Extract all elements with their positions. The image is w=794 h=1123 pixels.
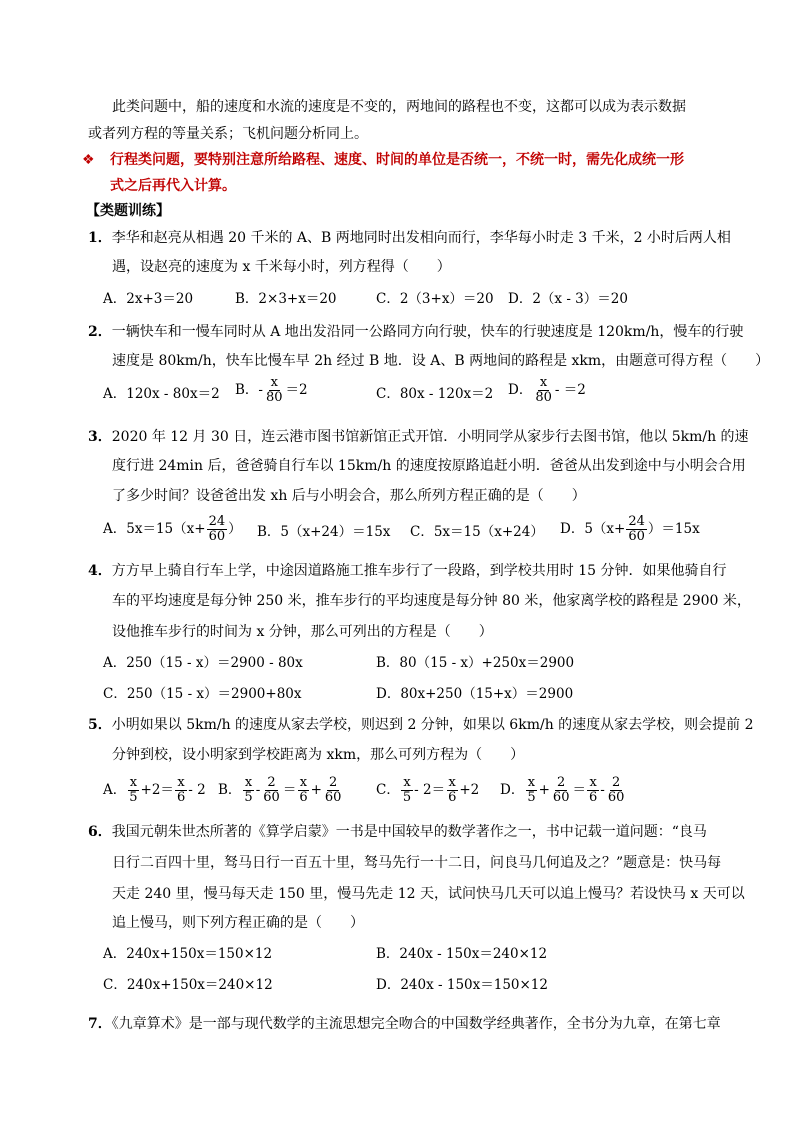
q6-option-b[interactable]: B．240x - 150x＝240×12 xyxy=(376,946,548,962)
q6-option-a[interactable]: A．240x+150x＝150×12 xyxy=(103,946,273,962)
fraction xyxy=(525,776,537,805)
fraction-denominator: 5 xyxy=(129,790,138,805)
fraction xyxy=(587,776,599,805)
q4-option-d[interactable]: D．80x+250（15+x）＝2900 xyxy=(376,686,574,702)
fraction-numerator: x xyxy=(589,775,597,790)
question-number: 6． xyxy=(88,824,112,840)
fraction xyxy=(626,515,647,544)
q1-option-d[interactable]: D．2（x - 3）＝20 xyxy=(508,291,628,307)
fraction xyxy=(297,776,309,805)
fraction xyxy=(446,776,458,805)
question-text: 我国元朝朱世杰所著的《算学启蒙》一书是中国较早的数学著作之一，书中记载一道问题：“良马 xyxy=(111,824,707,840)
fraction xyxy=(264,376,285,405)
fraction-numerator: x xyxy=(299,775,308,790)
fraction-numerator: x xyxy=(129,775,138,790)
option-tail: - ＝2 xyxy=(554,382,586,398)
fraction xyxy=(606,776,627,805)
fraction-numerator: x xyxy=(244,775,253,790)
fraction xyxy=(323,776,344,805)
fraction xyxy=(261,776,282,805)
fraction-denominator: 6 xyxy=(176,790,186,805)
q2-option-d[interactable] xyxy=(508,376,586,405)
operator: +2＝ xyxy=(140,782,174,798)
fraction-denominator: 80 xyxy=(535,390,552,405)
q6-option-c[interactable]: C．240x+150x＝240×12 xyxy=(103,977,273,993)
note-line-2: 式之后再代入计算。 xyxy=(110,178,236,194)
fraction xyxy=(401,776,413,805)
q4-option-b[interactable]: B．80（15 - x）+250x＝2900 xyxy=(376,655,575,671)
question-number: 1． xyxy=(88,230,112,246)
fraction-denominator: 60 xyxy=(552,790,570,805)
q4-option-c[interactable]: C．250（15 - x）＝2900+80x xyxy=(103,686,302,702)
question-text: 小明如果以 5km/h 的速度从家去学校，则迟到 2 分钟，如果以 6km/h 的速度从家去学校，则会提前 2 xyxy=(111,717,754,733)
question-1-line-2: 遇，设赵亮的速度为 x 千米每小时，列方程得（ ） xyxy=(112,259,451,275)
question-4-line-2: 车的平均速度是每分钟 250 米，推车步行的平均速度是每分钟 80 米，他家离学校的路程是 2900 米， xyxy=(112,593,751,609)
fraction-denominator: 80 xyxy=(265,390,283,405)
fraction-denominator: 6 xyxy=(588,790,598,805)
fraction-denominator: 5 xyxy=(244,790,253,805)
option-tail: ）＝15x xyxy=(647,521,700,537)
q5-option-a[interactable] xyxy=(103,776,206,805)
question-3-line-2: 度行进 24min 后，爸爸骑自行车以 15km/h 的速度按原路追赶小明．爸爸从出发到途中与小明会合用 xyxy=(112,458,746,474)
q3-option-b[interactable]: B．5（x+24）＝15x xyxy=(257,524,391,540)
question-number: 7． xyxy=(88,1016,112,1032)
diamond-bullet-icon: ❖ xyxy=(82,152,95,168)
question-4-line-1 xyxy=(88,561,726,581)
operator: - 2＝ xyxy=(414,782,446,798)
fraction-denominator: 60 xyxy=(628,529,645,544)
question-text: 2020 年 12 月 30 日，连云港市图书馆新馆正式开馆．小明同学从家步行去图书馆，他以 5km/h 的速 xyxy=(111,429,749,445)
operator: - xyxy=(255,782,261,798)
fraction-numerator: 2 xyxy=(611,775,621,790)
option-label: D． xyxy=(508,382,533,398)
fraction-denominator: 60 xyxy=(324,790,342,805)
q4-option-a[interactable]: A．250（15 - x）＝2900 - 80x xyxy=(103,655,303,671)
q5-option-c[interactable] xyxy=(376,776,479,805)
question-3-line-3: 了多少时间？设爸爸出发 xh 后与小明会合，那么所列方程正确的是（ ） xyxy=(112,488,586,504)
fraction-denominator: 5 xyxy=(527,790,536,805)
question-6-line-4: 追上慢马，则下列方程正确的是（ ） xyxy=(112,915,364,931)
fraction-numerator: 2 xyxy=(557,775,566,790)
fraction-denominator: 60 xyxy=(263,790,280,805)
question-number: 2． xyxy=(88,324,112,340)
question-1-line-1 xyxy=(88,228,731,248)
fraction-numerator: 24 xyxy=(208,514,226,529)
fraction xyxy=(242,776,254,805)
question-number: 3． xyxy=(88,429,112,445)
operator: +2 xyxy=(459,782,480,798)
question-number: 5． xyxy=(88,717,112,733)
q1-option-c[interactable]: C．2（3+x）＝20 xyxy=(376,291,494,307)
operator: + xyxy=(538,782,550,798)
q3-option-c[interactable]: C．5x＝15（x+24） xyxy=(410,524,544,540)
question-text: 《九章算术》是一部与现代数学的主流思想完全吻合的中国数学经典著作，全书分为九章，在第七章 xyxy=(111,1016,721,1032)
note-line-1: 行程类问题，要特别注意所给路程、速度、时间的单位是否统一，不统一时，需先化成统一形 xyxy=(110,152,684,168)
intro-line-2: 或者列方程的等量关系；飞机问题分析同上。 xyxy=(88,126,368,142)
option-label: A． xyxy=(103,782,127,798)
section-title: 【类题训练】 xyxy=(86,203,170,219)
fraction-numerator: x xyxy=(177,775,185,790)
question-5-line-1 xyxy=(88,715,754,735)
q3-option-a[interactable] xyxy=(103,515,242,544)
option-label: D．5（x+ xyxy=(560,521,626,537)
fraction-denominator: 6 xyxy=(299,790,308,805)
fraction-numerator: 2 xyxy=(267,775,276,790)
fraction-numerator: x xyxy=(270,375,278,390)
option-label: A．5x＝15（x+ xyxy=(103,521,206,537)
fraction-numerator: x xyxy=(403,775,411,790)
fraction xyxy=(207,515,228,544)
fraction-denominator: 5 xyxy=(402,790,412,805)
fraction-numerator: 2 xyxy=(329,775,338,790)
question-number: 4． xyxy=(88,563,112,579)
q5-option-b[interactable] xyxy=(218,776,344,805)
fraction-denominator: 60 xyxy=(208,529,226,544)
q2-option-a[interactable]: A．120x - 80x＝2 xyxy=(103,386,220,402)
question-6-line-1 xyxy=(88,822,707,842)
option-label: B． xyxy=(218,782,242,798)
option-label: B．- xyxy=(235,382,263,398)
q2-option-b[interactable] xyxy=(235,376,308,405)
operator: - 2 xyxy=(188,782,206,798)
question-text: 方方早上骑自行车上学，中途因道路施工推车步行了一段路，到学校共用时 15 分钟．如果他骑自行 xyxy=(111,563,727,579)
fraction-denominator: 6 xyxy=(448,790,457,805)
option-tail: ） xyxy=(228,521,242,537)
question-2-line-2: 速度是 80km/h，快车比慢车早 2h 经过 B 地．设 A、B 两地间的路程是 xkm，由题意可得方程（ ） xyxy=(112,353,770,369)
q2-option-c[interactable]: C．80x - 120x＝2 xyxy=(376,386,494,402)
option-label: D． xyxy=(500,782,525,798)
fraction-numerator: x xyxy=(448,775,456,790)
q1-option-a[interactable]: A．2x+3＝20 xyxy=(103,291,194,307)
question-6-line-3: 天走 240 里，慢马每天走 150 里，慢马先走 12 天，试问快马几天可以追上慢马？若设快马 x 天可以 xyxy=(112,886,745,902)
q5-option-d[interactable] xyxy=(500,776,627,805)
fraction-numerator: x xyxy=(527,775,536,790)
question-text: 李华和赵亮从相遇 20 千米的 A、B 两地同时出发相向而行，李华每小时走 3 千米，2 小时后两人相 xyxy=(111,230,731,246)
fraction-numerator: x xyxy=(539,375,548,390)
operator: + xyxy=(310,782,322,798)
fraction xyxy=(127,776,139,805)
fraction xyxy=(533,376,554,405)
operator: ＝ xyxy=(282,782,297,798)
question-2-line-1 xyxy=(88,322,743,342)
intro-line-1: 此类问题中，船的速度和水流的速度是不变的，两地间的路程也不变，这都可以成为表示数据 xyxy=(112,99,686,115)
question-4-line-3: 设他推车步行的时间为 x 分钟，那么可列出的方程是（ ） xyxy=(112,624,493,640)
question-6-line-2: 日行二百四十里，驽马日行一百五十里，驽马先行一十二日，问良马几何追及之？”题意是：快马每 xyxy=(112,855,722,871)
operator: - xyxy=(600,782,605,798)
q1-option-b[interactable]: B．2×3+x＝20 xyxy=(235,291,337,307)
fraction xyxy=(551,776,572,805)
option-tail: ＝2 xyxy=(285,382,308,398)
fraction-numerator: 24 xyxy=(628,514,645,529)
option-label: C． xyxy=(376,782,400,798)
question-text: 一辆快车和一慢车同时从 A 地出发沿同一公路同方向行驶，快车的行驶速度是 120km/h，慢车的行驶 xyxy=(111,324,744,340)
fraction xyxy=(175,776,187,805)
fraction-denominator: 60 xyxy=(607,790,625,805)
q3-option-d[interactable] xyxy=(560,515,700,544)
question-3-line-1 xyxy=(88,427,749,447)
question-5-line-2: 分钟到校，设小明家到学校距离为 xkm，那么可列方程为（ ） xyxy=(112,747,525,763)
q6-option-d[interactable]: D．240x - 150x＝150×12 xyxy=(376,977,548,993)
operator: ＝ xyxy=(572,782,586,798)
question-7-line-1 xyxy=(88,1014,721,1034)
